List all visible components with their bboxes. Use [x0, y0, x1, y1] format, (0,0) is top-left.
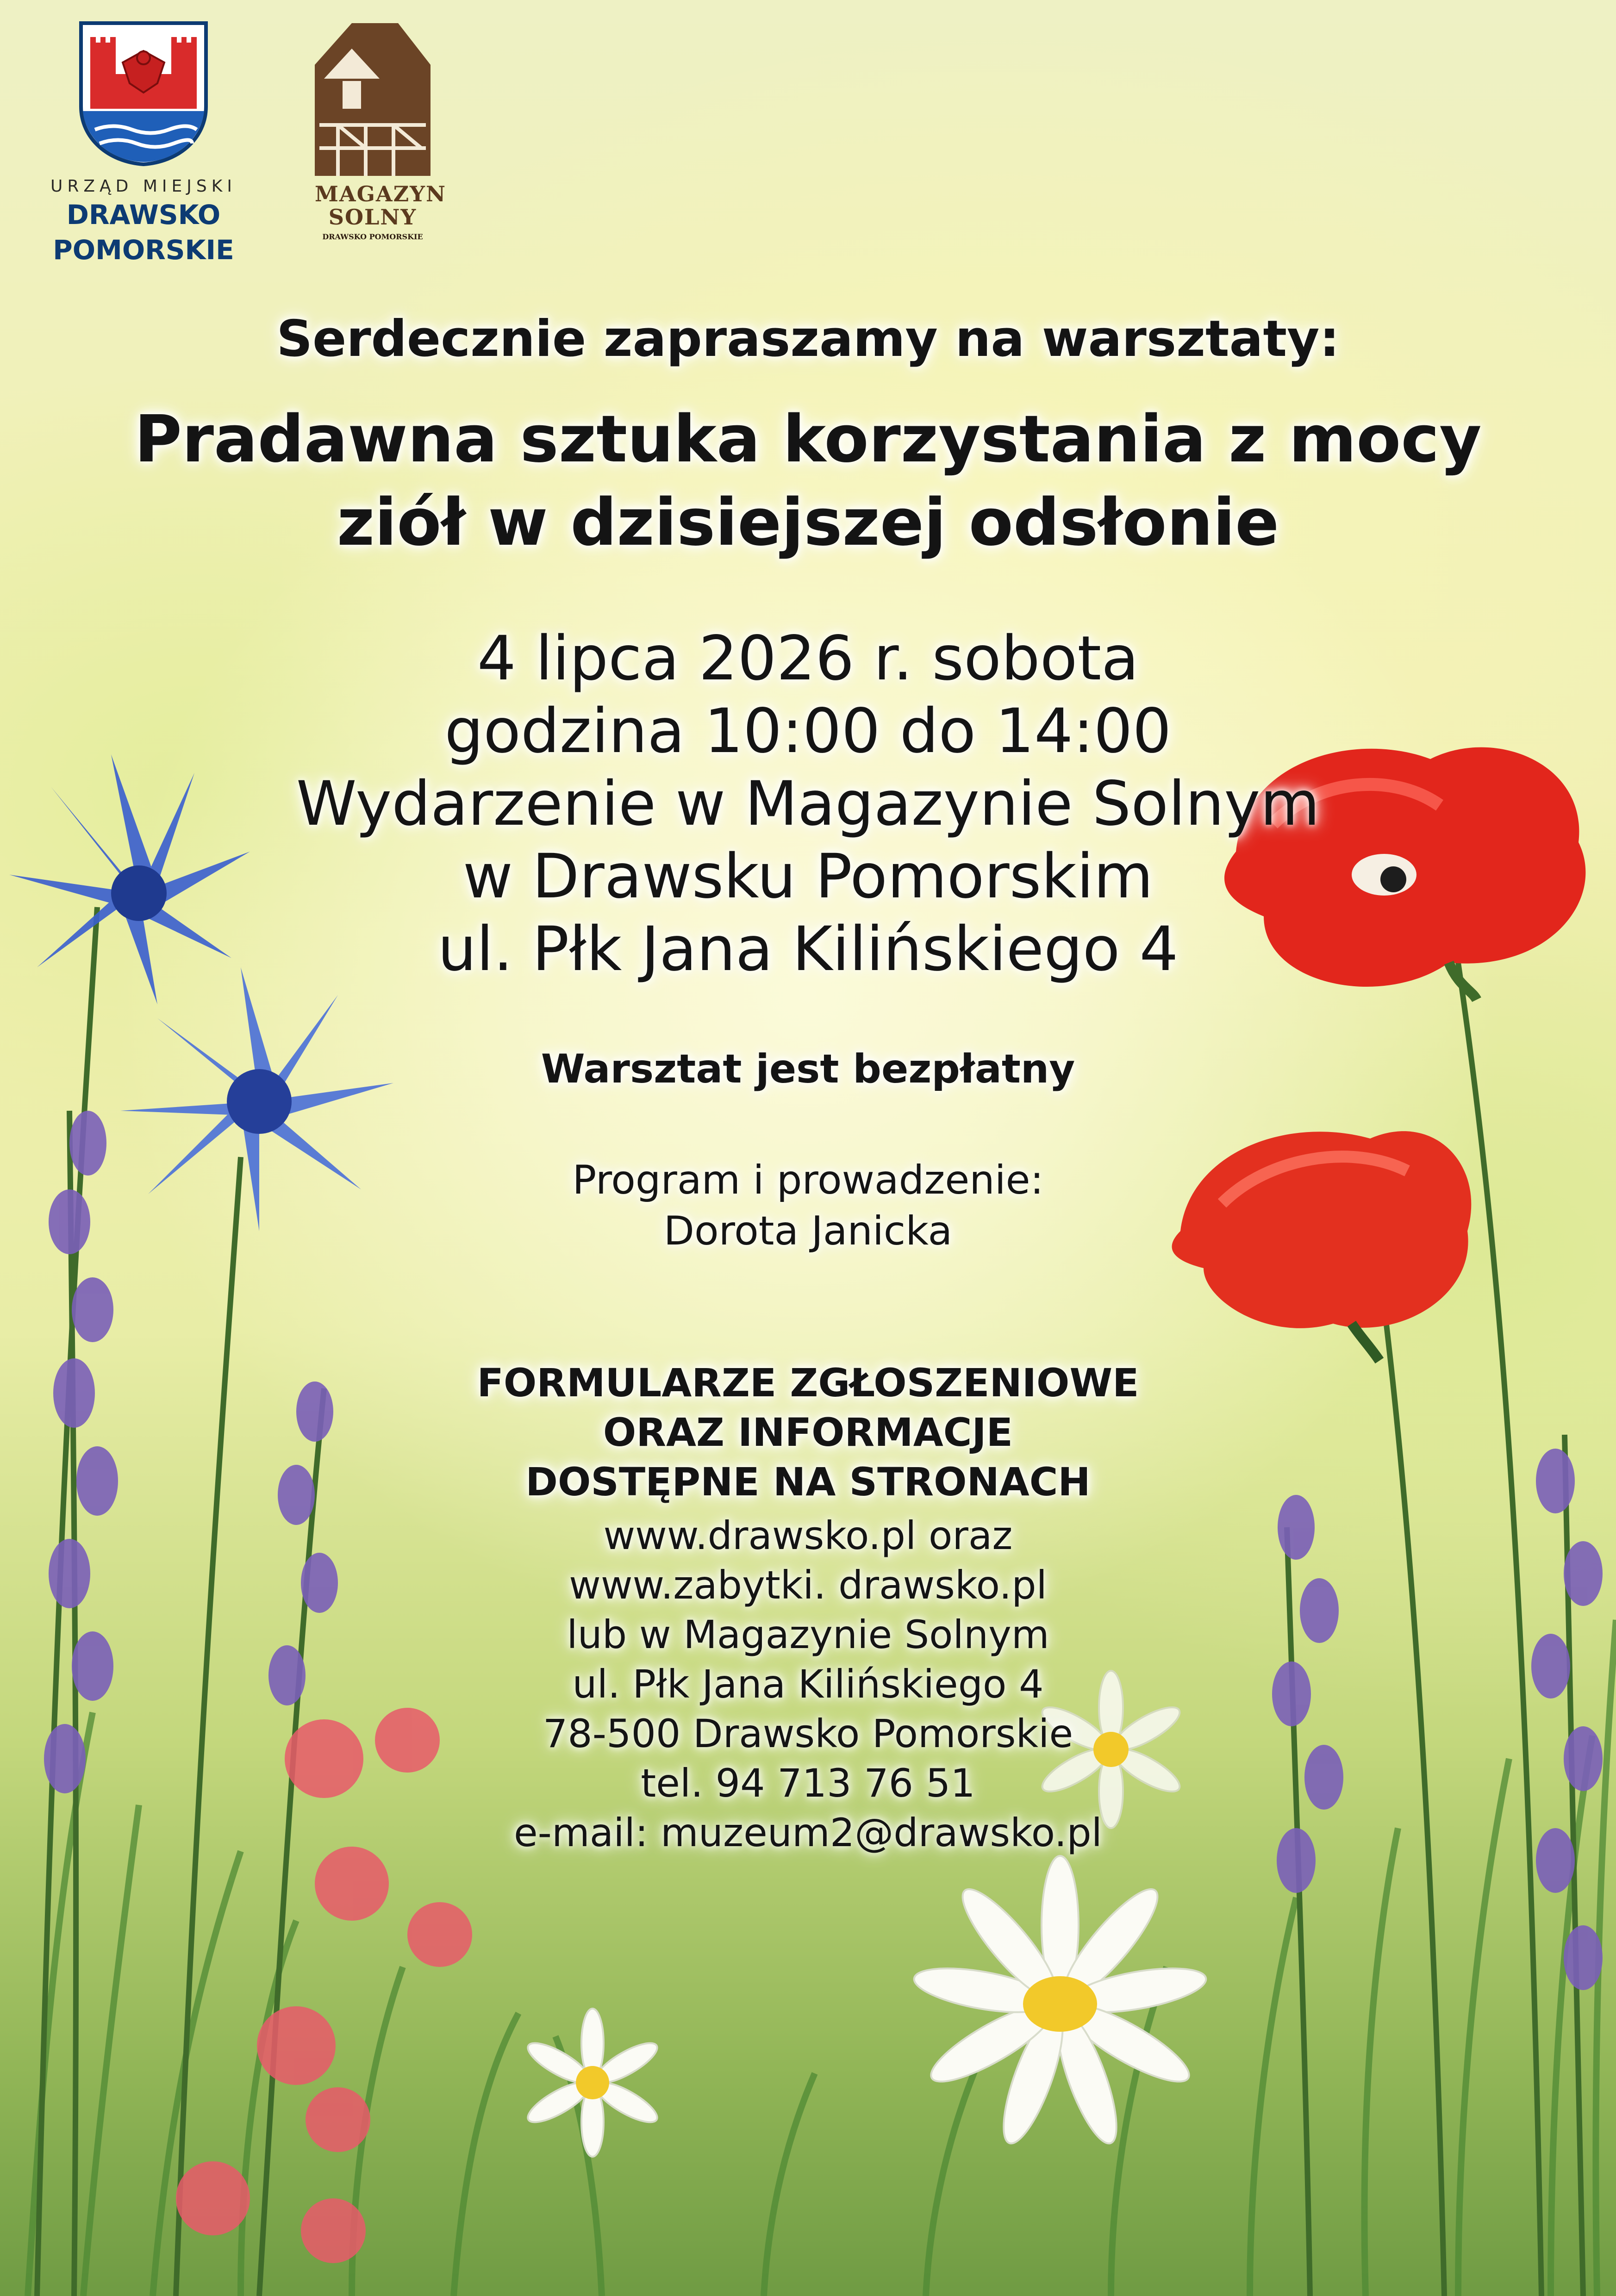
warehouse-icon [315, 23, 431, 176]
contact-website-2[interactable]: www.zabytki. drawsko.pl [569, 1562, 1047, 1608]
urzad-town-line-2: POMORSKIE [53, 234, 234, 266]
title-line-1: Pradawna sztuka korzystania z mocy [134, 402, 1482, 477]
program-host: Dorota Janicka [663, 1208, 953, 1254]
contact-venue: lub w Magazynie Solnym [567, 1612, 1049, 1657]
contact-email[interactable]: e-mail: muzeum2@drawsko.pl [513, 1810, 1103, 1855]
event-details [0, 622, 1616, 986]
free-note: Warsztat jest bezpłatny [541, 1046, 1075, 1092]
coat-of-arms-icon [76, 19, 211, 167]
forms-line-3: DOSTĘPNE NA STRONACH [525, 1459, 1091, 1505]
contact-phone[interactable]: tel. 94 713 76 51 [641, 1761, 975, 1806]
program-block [0, 1155, 1616, 1257]
event-venue: Wydarzenie w Magazynie Solnym [296, 768, 1320, 840]
magazyn-solny-logo [315, 23, 447, 255]
invite-heading: Serdecznie zapraszamy na warsztaty: [276, 310, 1340, 368]
magazyn-line-3: DRAWSKO POMORSKIE [322, 232, 423, 241]
title-line-2: ziół w dzisiejszej odsłonie [337, 485, 1279, 560]
contact-postcode: 78-500 Drawsko Pomorskie [543, 1711, 1073, 1756]
forms-line-1: FORMULARZE ZGŁOSZENIOWE [477, 1360, 1139, 1406]
event-street: ul. Płk Jana Kilińskiego 4 [437, 914, 1179, 985]
workshop-title [0, 398, 1616, 565]
contact-block [0, 1511, 1616, 1858]
forms-heading [0, 1358, 1616, 1507]
magazyn-line-2: SOLNY [328, 205, 417, 230]
daisy-small-left [523, 2009, 662, 2157]
event-time: godzina 10:00 do 14:00 [444, 696, 1172, 767]
forms-line-2: ORAZ INFORMACJE [603, 1410, 1013, 1455]
contact-website-1[interactable]: www.drawsko.pl oraz [603, 1513, 1013, 1558]
daisy-large [911, 1856, 1209, 2149]
program-label: Program i prowadzenie: [572, 1157, 1044, 1203]
magazyn-line-1: MAGAZYN [315, 181, 447, 206]
urzad-caption: URZĄD MIEJSKI [50, 177, 237, 196]
event-town: w Drawsku Pomorskim [462, 841, 1154, 912]
urzad-miejski-logo [46, 19, 241, 268]
urzad-town-line-1: DRAWSKO [66, 199, 221, 230]
event-date: 4 lipca 2026 r. sobota [477, 623, 1139, 694]
contact-street: ul. Płk Jana Kilińskiego 4 [572, 1661, 1044, 1707]
